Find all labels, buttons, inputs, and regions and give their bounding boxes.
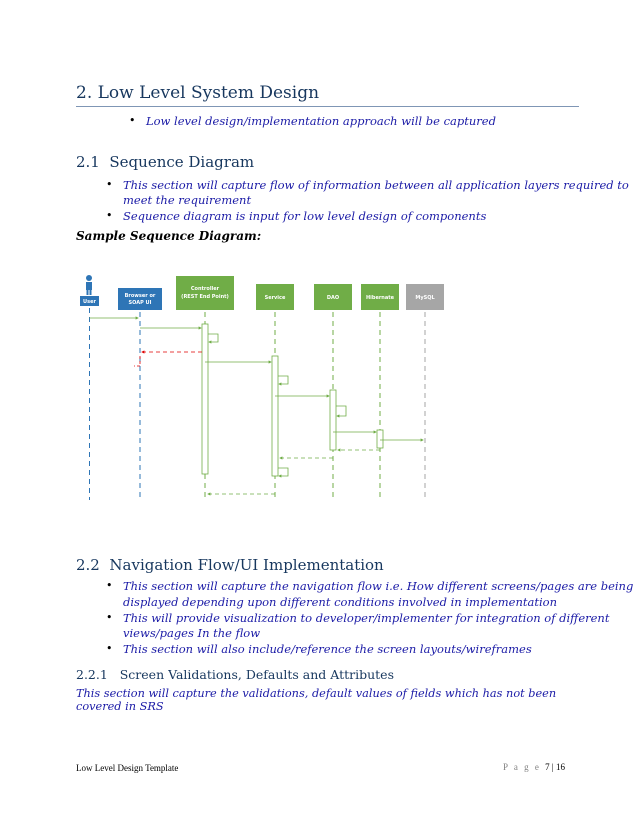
controller-box [176, 276, 234, 310]
sequence-heading: 2.1 Sequence Diagram [76, 153, 255, 171]
controller-label-line2: (REST End Point) [181, 294, 229, 300]
list-item: • This section will capture flow of information between all application layers required to [106, 178, 629, 192]
bullet-icon: • [106, 642, 113, 655]
list-item-continuation: views/pages In the flow [123, 626, 261, 640]
section-heading [76, 83, 319, 103]
section-title: Low Level System Design [97, 83, 320, 103]
service-label: Service [264, 295, 286, 301]
dao-label: DAO [326, 295, 340, 301]
page-number: P a g e 7 | 16 [503, 762, 565, 772]
browser-label-line1: Browser or [124, 293, 156, 299]
lifelines [90, 308, 426, 500]
list-item-continuation: displayed depending upon different conditions involved in implementation [123, 595, 557, 609]
error-messages [134, 352, 202, 366]
browser-label-line2: SOAP UI [128, 300, 152, 306]
hibernate-label: Hibernate [365, 295, 395, 301]
user-label: User [83, 299, 96, 305]
mysql-label: MySQL [415, 295, 435, 301]
validations-heading: 2.2.1 Screen Validations, Defaults and Attributes [76, 667, 394, 682]
bullet-icon: • [106, 579, 113, 592]
bullet-icon: • [106, 611, 113, 624]
navigation-heading: 2.2 Navigation Flow/UI Implementation [76, 556, 384, 574]
sample-diagram-label: Sample Sequence Diagram: [76, 229, 262, 243]
list-item: • This will provide visualization to developer/implementer for integration of different [106, 611, 610, 625]
activations [202, 324, 383, 476]
list-item: • Low level design/implementation approach will be captured [129, 114, 496, 128]
list-item: • This section will capture the navigation flow i.e. How different screens/pages are being [106, 579, 634, 593]
bullet-icon: • [106, 178, 113, 191]
sequence-diagram [80, 272, 450, 502]
list-item: • This section will also include/reference the screen layouts/wireframes [106, 642, 532, 656]
bullet-icon: • [129, 114, 136, 127]
list-item-continuation: meet the requirement [123, 193, 252, 207]
validations-text: This section will capture the validations, default values of fields which has not been covered in SRS [76, 687, 557, 713]
section-number: 2. [76, 83, 93, 103]
bullet-icon: • [106, 209, 113, 222]
browser-box [118, 288, 162, 310]
heading-rule [76, 106, 579, 107]
user-icon [86, 275, 92, 295]
list-item: • Sequence diagram is input for low level design of components [106, 209, 487, 223]
footer-title: Low Level Design Template [76, 763, 179, 773]
controller-label-line1: Controller [190, 286, 220, 292]
